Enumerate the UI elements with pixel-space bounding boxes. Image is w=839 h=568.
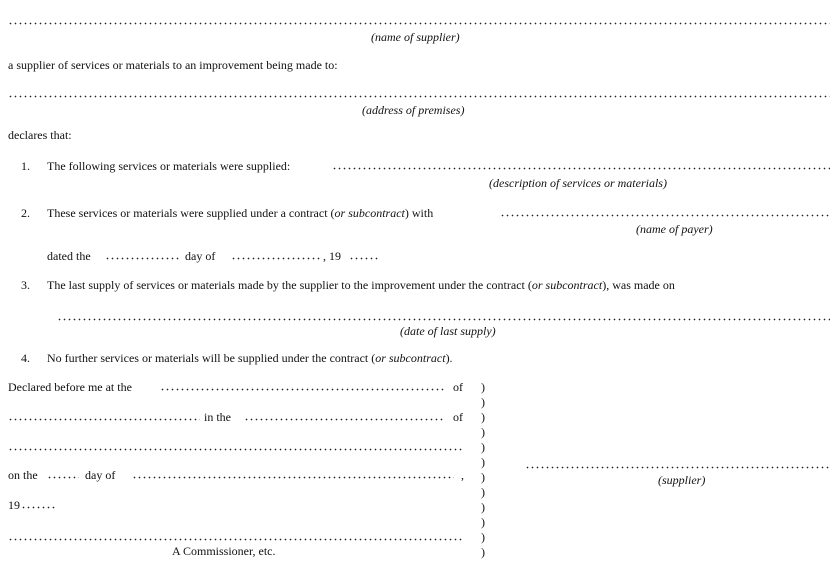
dated-the-label: dated the [47,249,91,263]
declared-before-label: Declared before me at the [8,380,132,394]
item-3-text-a: The last supply of services or materials made by the supplier to the improvement under the contract ( [47,278,532,292]
item-4-text-a: No further services or materials will be supplied under the contract ( [47,351,376,365]
declares-text: declares that: [8,128,72,142]
bracket-paren-2: ) [481,395,485,409]
item-4-text-italic: or subcontract [375,351,446,365]
declared-year-line[interactable] [21,506,56,509]
last-supply-caption: (date of last supply) [400,324,496,338]
item-2-number: 2. [21,206,30,220]
declared-day-line[interactable] [47,476,79,479]
payer-caption: (name of payer) [636,222,713,236]
bracket-paren-10: ) [481,515,485,529]
item-4-text [47,351,453,365]
declared-year-label: 19 [8,498,20,512]
bracket-paren-7: ) [481,470,485,484]
declared-place-line[interactable] [160,388,445,391]
declared-in-the-label: in the [204,410,231,424]
supplier-name-caption: (name of supplier) [371,30,460,44]
item-2-text-italic: or subcontract [334,206,405,220]
item-4-text-b: ). [445,351,453,365]
bracket-paren-12: ) [481,545,485,559]
last-supply-date-line[interactable] [57,318,830,321]
declared-day-of-label: day of [85,468,116,482]
address-line[interactable] [8,95,830,98]
item-1-caption: (description of services or materials) [489,176,667,190]
item-1-number: 1. [21,159,30,173]
bracket-paren-4: ) [481,425,485,439]
bracket-paren-11: ) [481,530,485,544]
declared-comma: , [461,468,464,482]
declared-of-label-2: of [453,410,463,424]
item-2-text-b: ) with [404,206,434,220]
item-4-number: 4. [21,351,30,365]
item-2-text-a: These services or materials were supplied under a contract ( [47,206,335,220]
item-3-text [47,278,675,292]
payer-name-line[interactable] [500,214,830,217]
item-3-number: 3. [21,278,30,292]
intro-text: a supplier of services or materials to an improvement being made to: [8,58,338,72]
item-1-description-line[interactable] [332,167,830,170]
declared-municipality-line[interactable] [8,418,200,421]
dated-year-prefix: , 19 [323,249,341,263]
bracket-paren-9: ) [481,500,485,514]
item-3-text-italic: or subcontract [531,278,603,292]
item-2-text [47,206,433,220]
item-1-text: The following services or materials were supplied: [47,159,291,173]
bracket-paren-3: ) [481,410,485,424]
supplier-name-line[interactable] [8,22,830,25]
bracket-paren-1: ) [481,380,485,394]
bracket-paren-6: ) [481,455,485,469]
dated-year-line[interactable] [349,257,379,260]
item-3-text-b: ), was made on [602,278,675,292]
dated-day-of-label: day of [185,249,216,263]
bracket-paren-8: ) [481,485,485,499]
declared-of-label-1: of [453,380,463,394]
declared-region-line[interactable] [244,418,445,421]
declared-month-line[interactable] [132,476,454,479]
bracket-paren-5: ) [481,440,485,454]
address-caption: (address of premises) [362,103,465,117]
supplier-signature-line[interactable] [525,466,830,469]
declared-province-line[interactable] [8,448,463,451]
dated-day-line[interactable] [105,257,180,260]
supplier-signature-caption: (supplier) [658,473,706,487]
declared-on-the-label: on the [8,468,38,482]
commissioner-caption: A Commissioner, etc. [172,544,276,558]
dated-month-line[interactable] [231,257,321,260]
commissioner-signature-line[interactable] [8,538,463,541]
